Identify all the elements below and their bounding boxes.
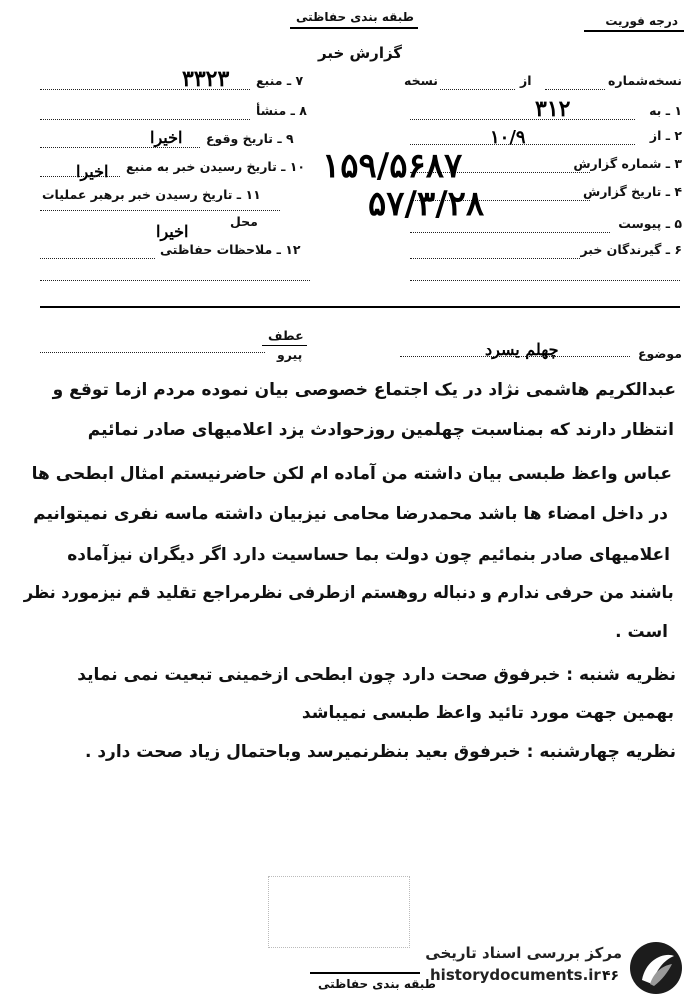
body-line: باشند من حرفی ندارم و دنباله روهستم ازطرفی نظرمراجع تقلید قم نیزمورد نظر <box>24 583 674 603</box>
report-number-label: ۳ ـ شماره گزارش <box>573 156 682 171</box>
receipt-source-label: ۱۰ ـ تاریخ رسیدن خبر به منبع <box>126 159 306 174</box>
atf-label: عطف <box>268 328 304 343</box>
report-title: گزارش خبر <box>318 44 403 62</box>
occurrence-date-label: ۹ ـ تاریخ وقوع <box>206 131 294 146</box>
body-line: انتظار دارند که بمناسبت چهلمین روزحوادث یزد اعلامیهای صادر نمائیم <box>87 420 674 440</box>
body-line: اعلامیهای صادر بنمائیم چون دولت بما حساسیت دارد اگر دیگران نیزآماده <box>67 545 670 565</box>
to-dots <box>410 119 635 120</box>
attachment-label: ۵ ـ پیوست <box>618 216 682 231</box>
body-line: نظریه شنبه : خبرفوق صحت دارد چون ابطحی ازخمینی تبعیت نمی نماید <box>77 665 676 685</box>
urgency-underline <box>584 30 684 32</box>
origin-dots <box>40 119 250 120</box>
from-label: ۲ ـ از <box>649 128 682 143</box>
atf-dots <box>40 352 265 353</box>
copy-number-label: نسخه‌شماره <box>608 73 682 88</box>
receipt-source-dots <box>40 176 120 177</box>
recipients-dots-2 <box>410 280 680 281</box>
body-line: نظریه چهارشنبه : خبرفوق بعید بنظرنمیرسد وباحتمال زیاد صحت دارد . <box>84 742 676 762</box>
location-label: محل <box>230 214 258 229</box>
subject-dots <box>400 356 630 357</box>
copy-of-dots <box>440 89 515 90</box>
body-line: بهمین جهت مورد تائید واعظ طبسی نمیباشد <box>301 703 674 723</box>
classification-top-underline <box>290 27 418 29</box>
faded-stamp <box>268 876 410 948</box>
section-divider <box>40 306 680 308</box>
recipients-label: ۶ ـ گیرندگان خبر <box>580 242 682 257</box>
classification-top: طبقه بندی حفاظتی <box>296 10 414 24</box>
source-value: ۳۳۲۳ <box>182 66 230 92</box>
classification-bottom: طبقه بندی حفاظتی <box>318 977 436 991</box>
to-label: ۱ ـ به <box>649 103 682 118</box>
from-value: ۱۰/۹ <box>490 127 526 148</box>
watermark-url: historydocuments.ir <box>430 966 601 984</box>
security-notes-label: ۱۲ ـ ملاحظات حفاظتی <box>160 242 301 257</box>
receipt-leader-label: ۱۱ ـ تاریخ رسیدن خبر برهبر عملیات <box>42 187 261 202</box>
occurrence-date-value: اخیرا <box>150 128 183 147</box>
report-number-value: ۱۵۹/۵۶۸۷ <box>322 146 463 186</box>
watermark-logo-icon <box>628 940 684 996</box>
urgency-label: درجه فوریت <box>605 14 678 28</box>
body-line: در داخل امضاء ها باشد محمدرضا محامی نیزبیان داشته ماسه نفری نمیتوانیم <box>33 504 668 524</box>
receipt-leader-dots <box>40 210 280 211</box>
body-line: عبدالکریم هاشمی نژاد در یک اجتماع خصوصی بیان نموده مردم ازما توقع و <box>52 380 676 400</box>
subject-label: موضوع <box>637 346 682 361</box>
copy-of-label: از <box>520 73 532 88</box>
origin-label: ۸ ـ منشأ <box>256 103 307 118</box>
security-notes-dots-2 <box>40 280 310 281</box>
security-notes-dots <box>40 258 155 259</box>
body-line: عباس واعظ طبسی بیان داشته من آماده ام لکن حاضرنیستم امثال ابطحی ها <box>31 464 672 484</box>
report-date-value: ۵۷/۳/۲۸ <box>368 184 485 224</box>
occurrence-date-dots <box>40 147 200 148</box>
recipients-dots <box>410 258 580 259</box>
peyro-label: پیرو <box>277 347 303 362</box>
receipt-source-value: اخیرا <box>76 162 109 181</box>
body-line: است . <box>615 622 668 642</box>
footer-rule <box>310 972 420 974</box>
copy-label: نسخه <box>404 73 439 88</box>
to-value: ۳۱۲ <box>535 96 571 122</box>
watermark-title: مرکز بررسی اسناد تاریخی <box>425 944 622 962</box>
atf-rule <box>262 345 307 346</box>
report-date-label: ۴ ـ تاریخ گزارش <box>582 184 682 199</box>
source-dots <box>40 89 250 90</box>
source-label: ۷ ـ منبع <box>256 73 304 88</box>
attachment-dots <box>410 232 610 233</box>
copy-number-dots <box>545 89 605 90</box>
location-value: اخیرا <box>156 222 189 241</box>
subject-value: چهلم یسرد <box>485 340 559 359</box>
page-number: ۴۶ <box>602 968 620 984</box>
